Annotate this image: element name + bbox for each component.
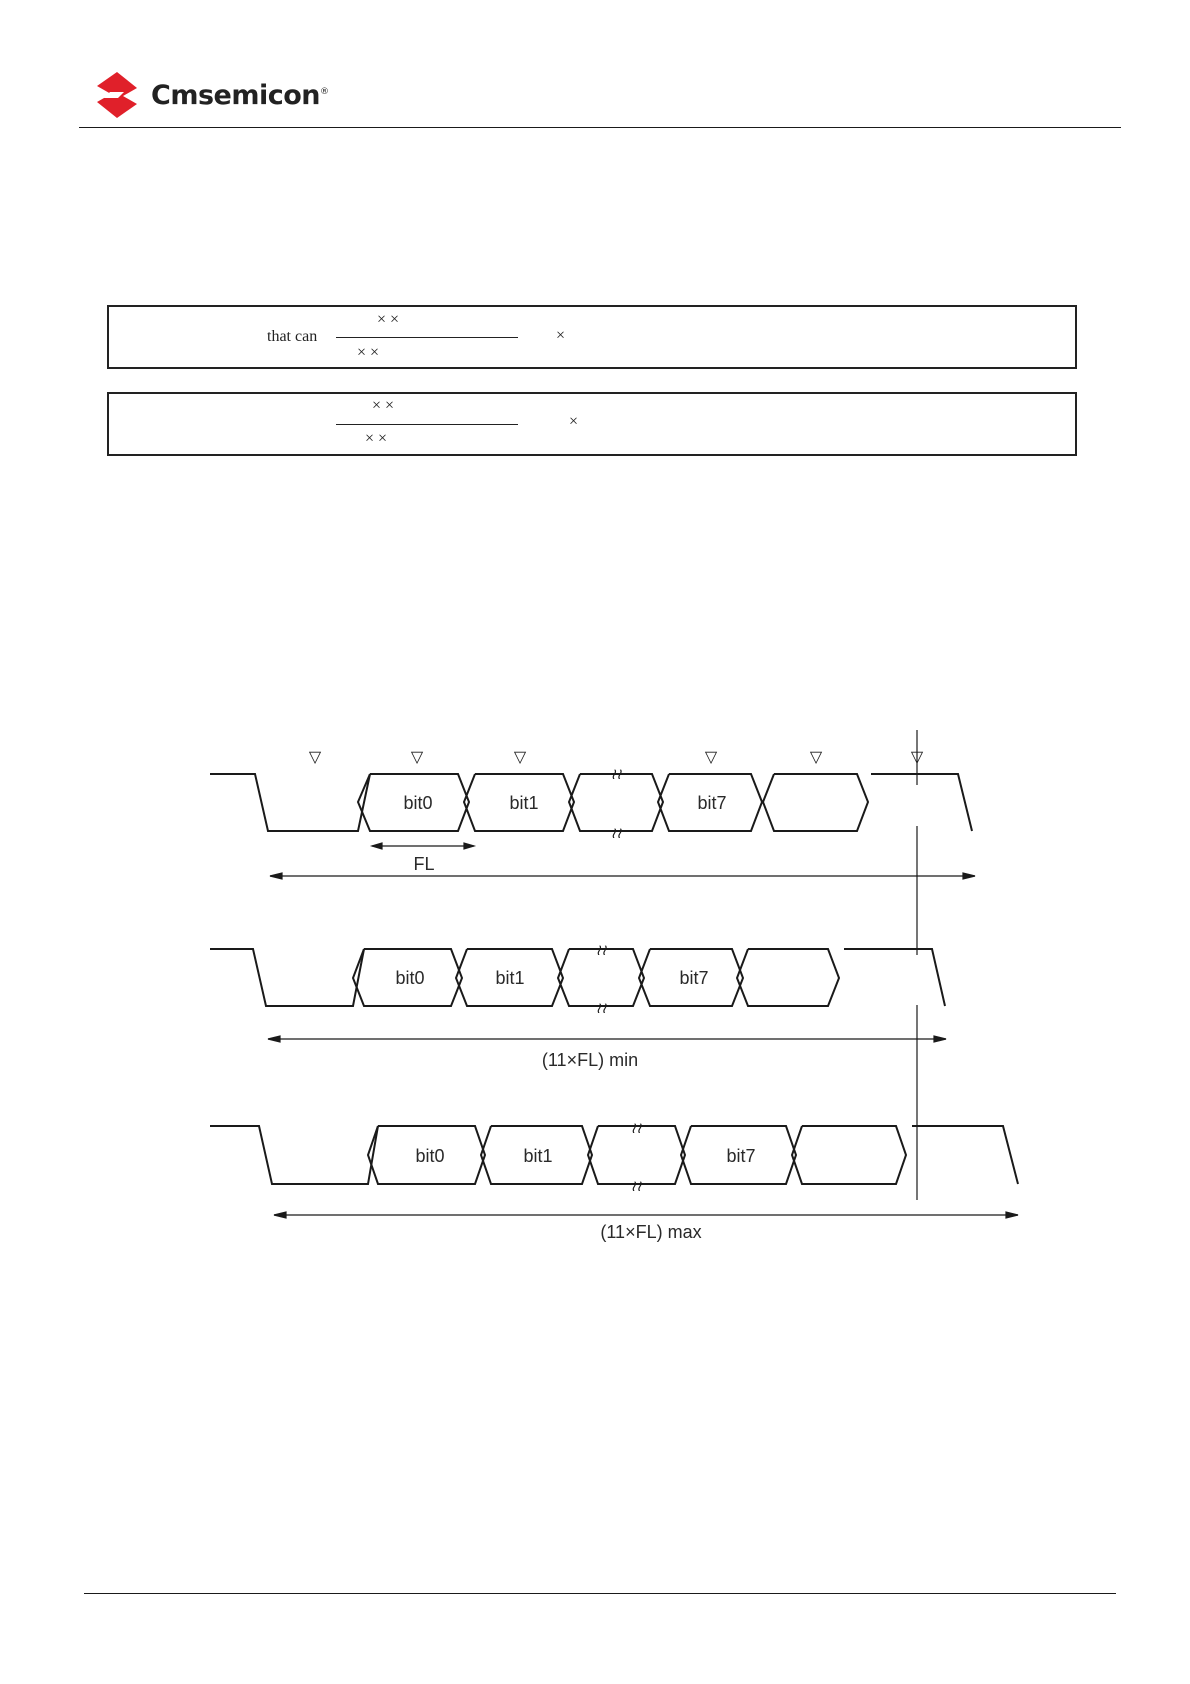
sample-marker-icon: ▽ xyxy=(410,749,424,766)
break-symbol: ≀≀ xyxy=(630,1178,642,1195)
formula-min-denominator: × × xyxy=(365,430,388,447)
bit-label: bit1 xyxy=(495,968,525,988)
bit-label: bit0 xyxy=(395,968,425,988)
bit-label: bit7 xyxy=(697,793,727,813)
sample-marker-icon: ▽ xyxy=(910,749,924,766)
formula-min-multiply: × xyxy=(569,413,579,430)
min-frame-label: (11×FL) min xyxy=(541,1050,639,1070)
bit-label: bit0 xyxy=(415,1146,445,1166)
formula-max-denominator: × × xyxy=(357,344,380,361)
formula-max-numerator: × × xyxy=(377,311,400,328)
break-symbol: ≀≀ xyxy=(630,1120,642,1137)
break-symbol: ≀≀ xyxy=(610,825,622,842)
bit-label: bit7 xyxy=(726,1146,756,1166)
sample-marker-icon: ▽ xyxy=(308,749,322,766)
waveform-row-3 xyxy=(210,1126,1018,1184)
sample-marker-icon: ▽ xyxy=(809,749,823,766)
fl-label: FL xyxy=(413,854,435,874)
brand-name: Cmsemicon® xyxy=(151,80,329,111)
break-symbol: ≀≀ xyxy=(610,766,622,783)
bit-label: bit1 xyxy=(509,793,539,813)
sample-marker-icon: ▽ xyxy=(704,749,718,766)
footer-rule xyxy=(84,1593,1116,1594)
bit-label: bit7 xyxy=(679,968,709,988)
break-symbol: ≀≀ xyxy=(595,942,607,959)
formula-max-multiply: × xyxy=(556,327,566,344)
sample-marker-icon: ▽ xyxy=(513,749,527,766)
formula-min-numerator: × × xyxy=(372,397,395,414)
waveform-row-2 xyxy=(210,949,945,1006)
registered-mark: ® xyxy=(320,87,329,97)
bit-label: bit0 xyxy=(403,793,433,813)
bit-label: bit1 xyxy=(523,1146,553,1166)
break-symbol: ≀≀ xyxy=(595,1000,607,1017)
formula-max-prefix: that can xyxy=(267,328,318,345)
waveform-row-1 xyxy=(210,774,972,831)
max-frame-label: (11×FL) max xyxy=(600,1222,702,1242)
